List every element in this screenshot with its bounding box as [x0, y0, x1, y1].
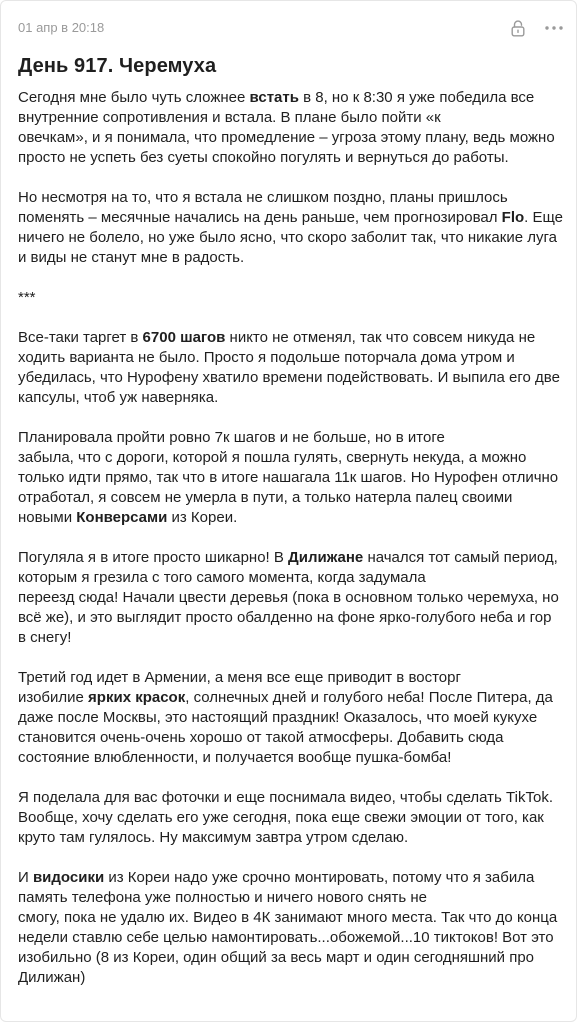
text-segment: Но несмотря на то, что я встала не слишком поздно, планы пришлось поменять – месячные начались на день раньше, чем прогнозировал — [18, 189, 508, 226]
text-segment: изобилие — [18, 689, 89, 706]
bold-text: видосики — [32, 869, 105, 886]
post-paragraph — [18, 428, 563, 528]
text-segment: никто не отменял, так что совсем никуда не ходить варианта не было. Просто я подольше поторчала дома утром и убедилась, что Нурофену хватило времени подействовать. И выпила его две капсулы, чтоб уж наверняка. — [18, 329, 560, 406]
post-paragraph — [18, 868, 563, 988]
text-segment: . Еще ничего не болело, но уже было ясно, что скоро заболит так, что никакие луга и виды не станут мне в радость. — [18, 209, 564, 266]
text-segment: забыла, что с дороги, которой я пошла гулять, свернуть некуда, а можно только идти прямо, так что в итоге нашагала 11к шагов. Но Нурофен отлично отработал, я совсем не умерла в пути, а только натерла палец своими новыми — [18, 449, 559, 526]
text-segment: Погуляла я в итоге просто шикарно! В — [18, 549, 289, 566]
post-paragraph — [18, 668, 563, 768]
post-paragraph — [18, 188, 563, 268]
bold-text: встать — [249, 89, 299, 106]
post-paragraph — [18, 548, 563, 648]
text-segment: , солнечных дней и голубого неба! После Питера, да даже после Москвы, это настоящий праздник! Оказалось, что моей кукухе становится очень-очень хорошо от такой атмосферы. Добавить сюда состояние влюбленности, и получается вообще пушка-бомба! — [18, 689, 553, 766]
bold-text: Дилижане — [288, 549, 364, 566]
post-date: 01 апр в 20:18 — [18, 20, 105, 35]
text-segment: из Кореи надо уже срочно монтировать, потому что я забила память телефона уже полностью и ничего нового снять не — [18, 869, 535, 906]
bold-text: 6700 шагов — [142, 329, 226, 346]
text-segment: в 8, но к 8:30 я уже победила все внутренние сопротивления и встала. В плане было пойти «к — [18, 89, 535, 126]
bold-text: Flo — [501, 209, 525, 226]
text-segment: Сегодня мне было чуть сложнее — [18, 89, 250, 106]
lock-icon[interactable] — [508, 18, 528, 38]
text-segment: И — [18, 869, 33, 886]
text-segment: смогу, пока не удалю их. Видео в 4К занимают много места. Так что до конца недели ставлю себе целью намонтировать...обожемой...10 тиктоков! Вот это изобильно (8 из Кореи, один общий за весь март и один сегодняшний про Дилижан) — [18, 909, 558, 986]
text-segment: овечкам», и я понимала, что промедление – угроза этому плану, ведь можно просто не успеть без суеты спокойно погулять и вернуться до работы. — [18, 129, 555, 166]
text-segment: Все-таки таргет в — [18, 329, 143, 346]
more-icon[interactable] — [544, 18, 564, 38]
post-paragraph — [18, 328, 563, 408]
text-segment: Планировала пройти ровно 7к шагов и не больше, но в итоге — [18, 429, 445, 446]
text-segment: Третий год идет в Армении, а меня все еще приводит в восторг — [18, 669, 461, 686]
post-paragraph — [18, 288, 563, 308]
post-body — [18, 88, 563, 1008]
bold-text: ярких красок — [88, 689, 186, 706]
post-paragraph — [18, 88, 563, 168]
text-segment: из Кореи. — [167, 509, 238, 526]
text-segment: переезд сюда! Начали цвести деревья (пока в основном только черемуха, но всё же), и это выглядит просто обалденно на фоне ярко-голубого неба и гор в снегу! — [18, 589, 559, 646]
bold-text: Конверсами — [76, 509, 168, 526]
text-segment: *** — [18, 289, 36, 306]
post-title: День 917. Черемуха — [18, 55, 217, 77]
text-segment: начался тот самый период, которым я грезила с того самого момента, когда задумала — [18, 549, 558, 586]
post-actions — [508, 18, 564, 38]
text-segment: Я поделала для вас фоточки и еще поснимала видео, чтобы сделать TikTok. Вообще, хочу сделать его уже сегодня, пока еще свежи эмоции от того, как круто там гулялось. Ну максимум завтра утром сделаю. — [18, 789, 553, 846]
post-paragraph — [18, 788, 563, 848]
